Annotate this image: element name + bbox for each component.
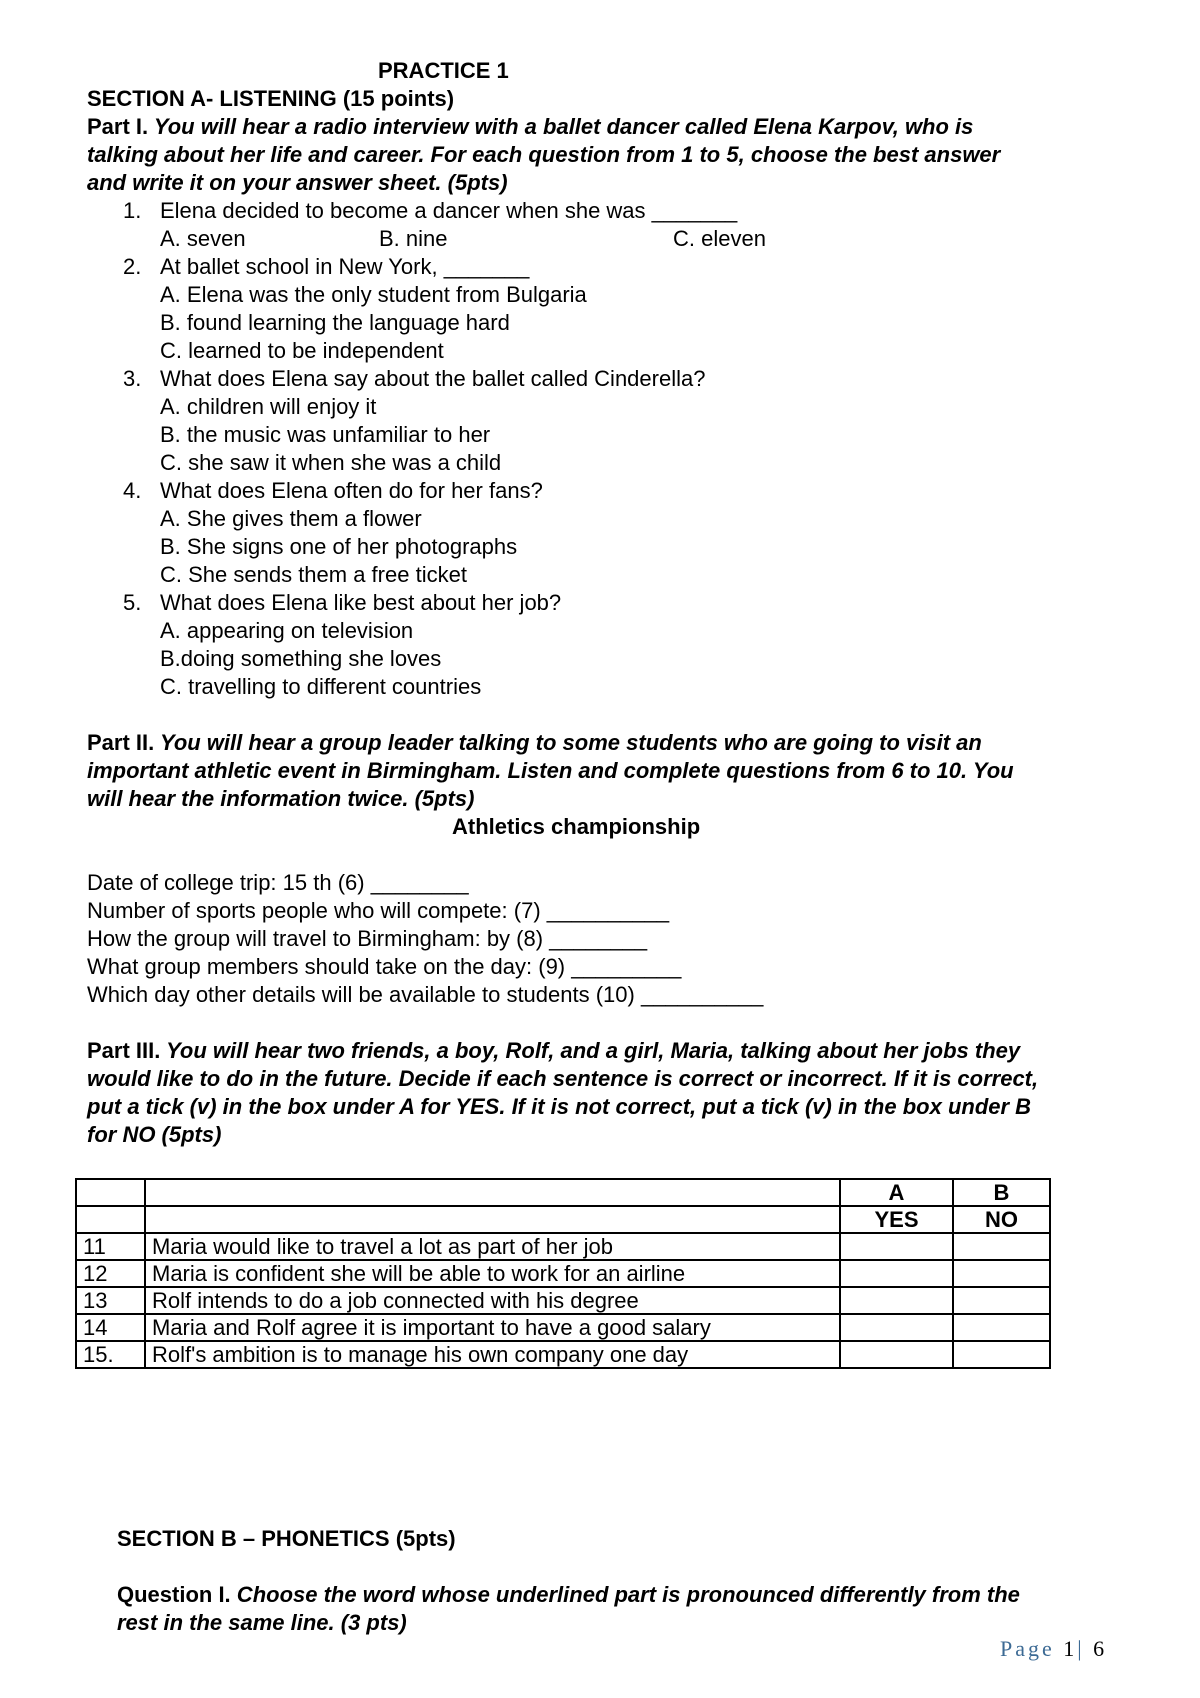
question-2-option-a: A. Elena was the only student from Bulgaria xyxy=(160,282,587,307)
yes-answer-box[interactable] xyxy=(840,1233,953,1260)
part3-instruction-line4: for NO (5pts) xyxy=(87,1122,222,1147)
question-5-number: 5. xyxy=(123,590,142,615)
question-4-option-a: A. She gives them a flower xyxy=(160,506,422,531)
question-3-option-b: B. the music was unfamiliar to her xyxy=(160,422,491,447)
question-1-option-b: B. nine xyxy=(379,226,448,251)
page-title: PRACTICE 1 xyxy=(378,58,509,83)
row-number: 13 xyxy=(76,1287,145,1314)
question-2-option-c: C. learned to be independent xyxy=(160,338,444,363)
question-1-option-c: C. eleven xyxy=(673,226,766,251)
part3-instruction-line2: would like to do in the future. Decide if each sentence is correct or incorrect. If it is correct, xyxy=(87,1066,1039,1091)
question-1-option-a: A. seven xyxy=(160,226,246,251)
section-b-question1-text1: Choose the word whose underlined part is pronounced differently from the xyxy=(230,1582,1020,1607)
part2-item-7: Number of sports people who will compete: (7) __________ xyxy=(87,898,670,923)
question-3-number: 3. xyxy=(123,366,142,391)
page-number: 1 xyxy=(1063,1636,1078,1661)
part2-instruction-line3: will hear the information twice. (5pts) xyxy=(87,786,475,811)
part1-instruction-text1: You will hear a radio interview with a ballet dancer called Elena Karpov, who is xyxy=(148,114,974,139)
question-2-option-b: B. found learning the language hard xyxy=(160,310,510,335)
table-header-row-1 xyxy=(76,1179,1050,1206)
table-cell xyxy=(76,1206,145,1233)
question-2-text: At ballet school in New York, _______ xyxy=(160,254,530,279)
question-4-option-b: B. She signs one of her photographs xyxy=(160,534,518,559)
part2-item-9: What group members should take on the day: (9) _________ xyxy=(87,954,682,979)
no-answer-box[interactable] xyxy=(953,1314,1050,1341)
part2-item-10: Which day other details will be available to students (10) __________ xyxy=(87,982,764,1007)
part2-subtitle: Athletics championship xyxy=(452,814,701,839)
question-3-option-a: A. children will enjoy it xyxy=(160,394,377,419)
column-b-header: B xyxy=(953,1179,1050,1206)
row-statement: Maria is confident she will be able to work for an airline xyxy=(145,1260,840,1287)
part2-instruction-line2: important athletic event in Birmingham. Listen and complete questions from 6 to 10. You xyxy=(87,758,1014,783)
part3-instruction-line1 xyxy=(87,1037,1020,1065)
table-row xyxy=(76,1287,1050,1314)
part2-instruction-line1 xyxy=(87,729,982,757)
part3-instruction-text1: You will hear two friends, a boy, Rolf, and a girl, Maria, talking about her jobs they xyxy=(160,1038,1021,1063)
yes-answer-box[interactable] xyxy=(840,1260,953,1287)
table-cell xyxy=(145,1179,840,1206)
row-number: 15. xyxy=(76,1341,145,1368)
yes-answer-box[interactable] xyxy=(840,1341,953,1368)
part2-item-6: Date of college trip: 15 th (6) ________ xyxy=(87,870,469,895)
row-number: 12 xyxy=(76,1260,145,1287)
page-word: Page xyxy=(1000,1636,1055,1661)
part1-instruction-line3: and write it on your answer sheet. (5pts) xyxy=(87,170,508,195)
column-a-subheader: YES xyxy=(840,1206,953,1233)
no-answer-box[interactable] xyxy=(953,1233,1050,1260)
no-answer-box[interactable] xyxy=(953,1260,1050,1287)
yes-no-table xyxy=(75,1178,1051,1369)
section-b-heading: SECTION B – PHONETICS (5pts) xyxy=(117,1526,456,1551)
question-5-text: What does Elena like best about her job? xyxy=(160,590,562,615)
question-1-number: 1. xyxy=(123,198,142,223)
table-row xyxy=(76,1314,1050,1341)
column-a-header: A xyxy=(840,1179,953,1206)
question-4-number: 4. xyxy=(123,478,142,503)
part3-instruction-line3: put a tick (v) in the box under A for YES. If it is not correct, put a tick (v) in the box under B xyxy=(87,1094,1032,1119)
row-statement: Maria and Rolf agree it is important to have a good salary xyxy=(145,1314,840,1341)
row-statement: Rolf intends to do a job connected with his degree xyxy=(145,1287,840,1314)
part1-instruction-line1 xyxy=(87,113,973,141)
part2-item-8: How the group will travel to Birmingham: by (8) ________ xyxy=(87,926,648,951)
column-b-subheader: NO xyxy=(953,1206,1050,1233)
yes-answer-box[interactable] xyxy=(840,1287,953,1314)
section-b-question1-line2: rest in the same line. (3 pts) xyxy=(117,1610,407,1635)
row-number: 11 xyxy=(76,1233,145,1260)
part1-instruction-line2: talking about her life and career. For each question from 1 to 5, choose the best answer xyxy=(87,142,1001,167)
table-cell xyxy=(76,1179,145,1206)
table-row xyxy=(76,1233,1050,1260)
question-5-option-a: A. appearing on television xyxy=(160,618,414,643)
part1-label: Part I. xyxy=(87,114,149,139)
no-answer-box[interactable] xyxy=(953,1287,1050,1314)
table-header-row-2 xyxy=(76,1206,1050,1233)
yes-answer-box[interactable] xyxy=(840,1314,953,1341)
question-4-option-c: C. She sends them a free ticket xyxy=(160,562,467,587)
no-answer-box[interactable] xyxy=(953,1341,1050,1368)
row-statement: Maria would like to travel a lot as part of her job xyxy=(145,1233,840,1260)
question-1-text: Elena decided to become a dancer when she was _______ xyxy=(160,198,738,223)
part2-instruction-text1: You will hear a group leader talking to some students who are going to visit an xyxy=(154,730,982,755)
part2-label: Part II. xyxy=(87,730,155,755)
page-number-footer xyxy=(1000,1636,1107,1662)
question-2-number: 2. xyxy=(123,254,142,279)
page-total: 6 xyxy=(1093,1636,1108,1661)
row-number: 14 xyxy=(76,1314,145,1341)
page-separator: | xyxy=(1077,1636,1085,1661)
question-5-option-b: B.doing something she loves xyxy=(160,646,442,671)
row-statement: Rolf's ambition is to manage his own company one day xyxy=(145,1341,840,1368)
section-a-heading: SECTION A- LISTENING (15 points) xyxy=(87,86,455,111)
table-row xyxy=(76,1260,1050,1287)
question-3-text: What does Elena say about the ballet called Cinderella? xyxy=(160,366,706,391)
table-cell xyxy=(145,1206,840,1233)
table-row xyxy=(76,1341,1050,1368)
section-b-question1-label: Question I. xyxy=(117,1582,231,1607)
question-3-option-c: C. she saw it when she was a child xyxy=(160,450,502,475)
part3-label: Part III. xyxy=(87,1038,161,1063)
question-5-option-c: C. travelling to different countries xyxy=(160,674,482,699)
section-b-question1-line1 xyxy=(117,1581,1020,1609)
question-4-text: What does Elena often do for her fans? xyxy=(160,478,543,503)
